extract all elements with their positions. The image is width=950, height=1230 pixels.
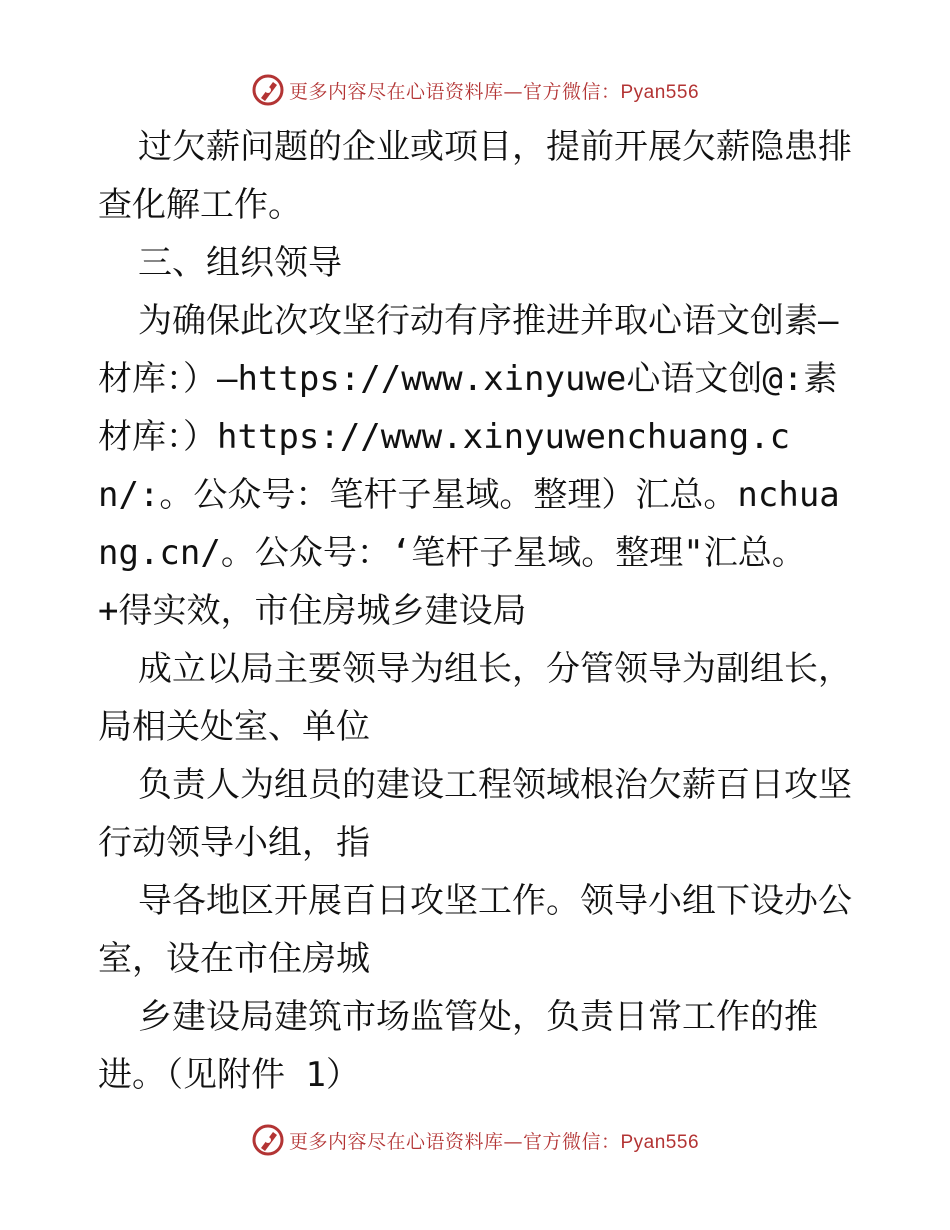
- banner-text: 更多内容尽在心语资料库—官方微信：Pyan556: [288, 80, 700, 103]
- banner-wechat-id: Pyan556: [620, 1131, 700, 1153]
- header-watermark-banner: [0, 70, 950, 110]
- paragraph: 成立以局主要领导为组长，分管领导为副组长，局相关处室、单位: [98, 649, 852, 747]
- paragraph: 乡建设局建筑市场监管处，负责日常工作的推进。（见附件 1）: [98, 997, 818, 1095]
- paragraph: 导各地区开展百日攻坚工作。领导小组下设办公室，设在市住房城: [98, 881, 852, 979]
- banner-text: 更多内容尽在心语资料库—官方微信：Pyan556: [288, 1130, 700, 1153]
- paragraph: 为确保此次攻坚行动有序推进并取心语文创素—材库：）—https://www.xinyuwe心语文创@:素材库：）https://www.xinyuwenchuang.cn/:。公众号：笔杆子星域。整理）汇总。nchuang.cn/。公众号：‘笔杆子星域。整理"汇总。+得实效，市住房城乡建设局: [98, 301, 840, 631]
- pen-logo-icon: [251, 1123, 285, 1157]
- pen-logo-icon: [251, 73, 285, 107]
- section-heading: 三、组织领导: [138, 243, 342, 283]
- paragraph: 过欠薪问题的企业或项目，提前开展欠薪隐患排查化解工作。: [98, 127, 852, 225]
- footer-watermark-banner: [0, 1120, 950, 1160]
- banner-wechat-id: Pyan556: [620, 81, 700, 103]
- document-body: [98, 118, 858, 1104]
- paragraph: 负责人为组员的建设工程领域根治欠薪百日攻坚行动领导小组，指: [98, 765, 852, 863]
